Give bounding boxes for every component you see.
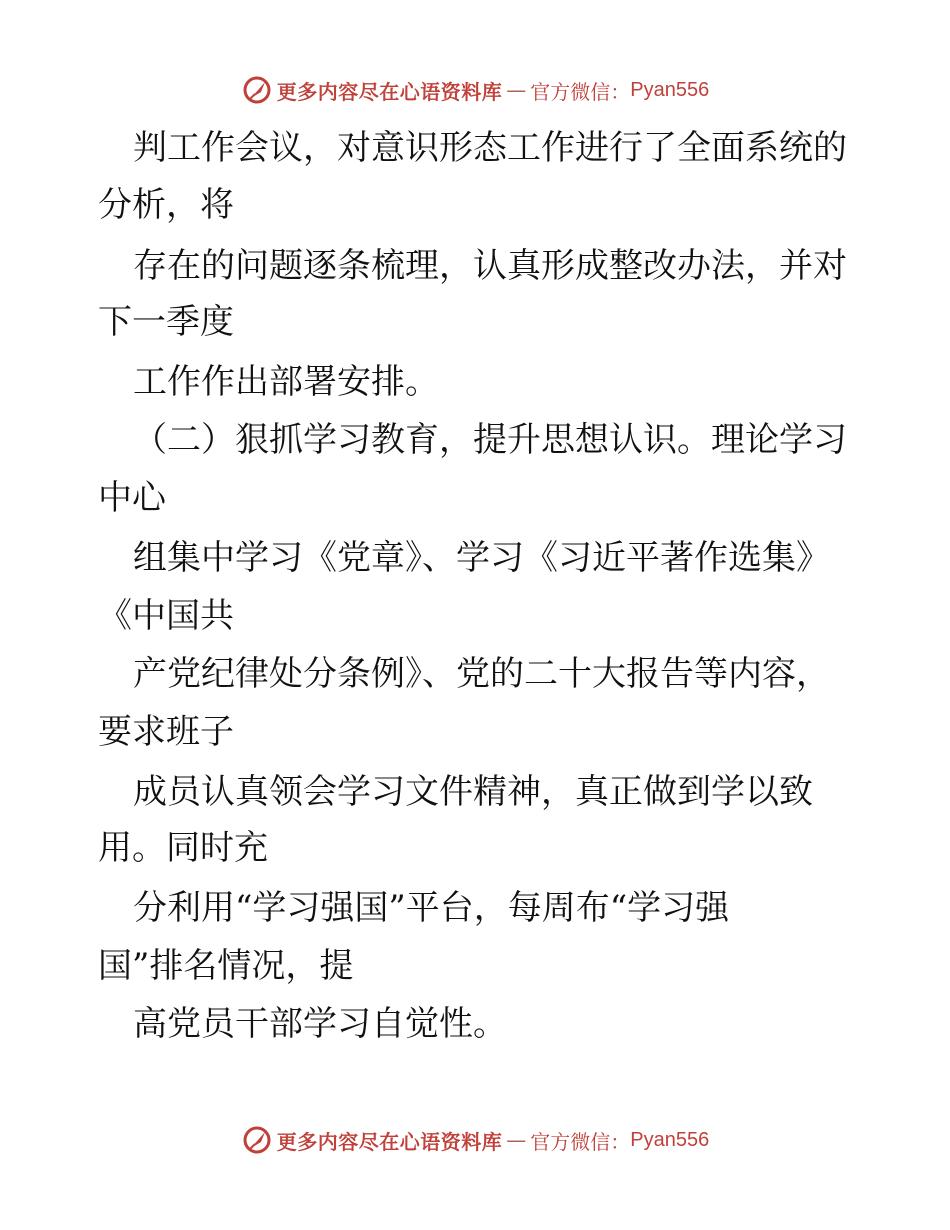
text-line: 工作作出部署安排。 <box>133 362 439 402</box>
text-line: 存在的问题逐条梳理，认真形成整改办法，并对 <box>133 246 847 286</box>
text-line: 《中国共 <box>98 596 234 636</box>
text-line: 中心 <box>98 478 166 518</box>
banner-wechat-id: Pyan556 <box>630 78 710 101</box>
text-line: 分利用“学习强国”平台，每周布“学习强 <box>133 888 730 928</box>
banner-separator: — <box>506 78 527 102</box>
banner-main-text: 更多内容尽在心语资料库 <box>276 79 503 104</box>
text-line: 成员认真领会学习文件精神，真正做到学以致 <box>133 772 813 812</box>
text-line: 用。同时充 <box>98 828 268 868</box>
text-line: 组集中学习《党章》、学习《习近平著作选集》 <box>133 538 830 578</box>
feather-logo-icon <box>241 1124 273 1156</box>
text-line: 要求班子 <box>98 712 234 752</box>
text-line: 判工作会议，对意识形态工作进行了全面系统的 <box>133 128 847 168</box>
banner-main-text: 更多内容尽在心语资料库 <box>276 1129 503 1154</box>
banner-wechat-id: Pyan556 <box>630 1128 710 1151</box>
text-line: （二）狠抓学习教育，提升思想认识。理论学习 <box>133 420 847 460</box>
banner-wechat-label: 官方微信： <box>530 79 631 104</box>
text-line: 产党纪律处分条例》、党的二十大报告等内容， <box>133 654 830 694</box>
text-line: 高党员干部学习自觉性。 <box>133 1004 507 1044</box>
header-banner <box>0 70 950 110</box>
text-line: 国”排名情况，提 <box>98 946 354 986</box>
feather-logo-icon <box>241 74 273 106</box>
footer-banner <box>0 1120 950 1160</box>
banner-separator: — <box>506 1128 527 1152</box>
text-line: 分析，将 <box>98 185 234 225</box>
text-line: 下一季度 <box>98 302 234 342</box>
banner-wechat-label: 官方微信： <box>530 1129 631 1154</box>
